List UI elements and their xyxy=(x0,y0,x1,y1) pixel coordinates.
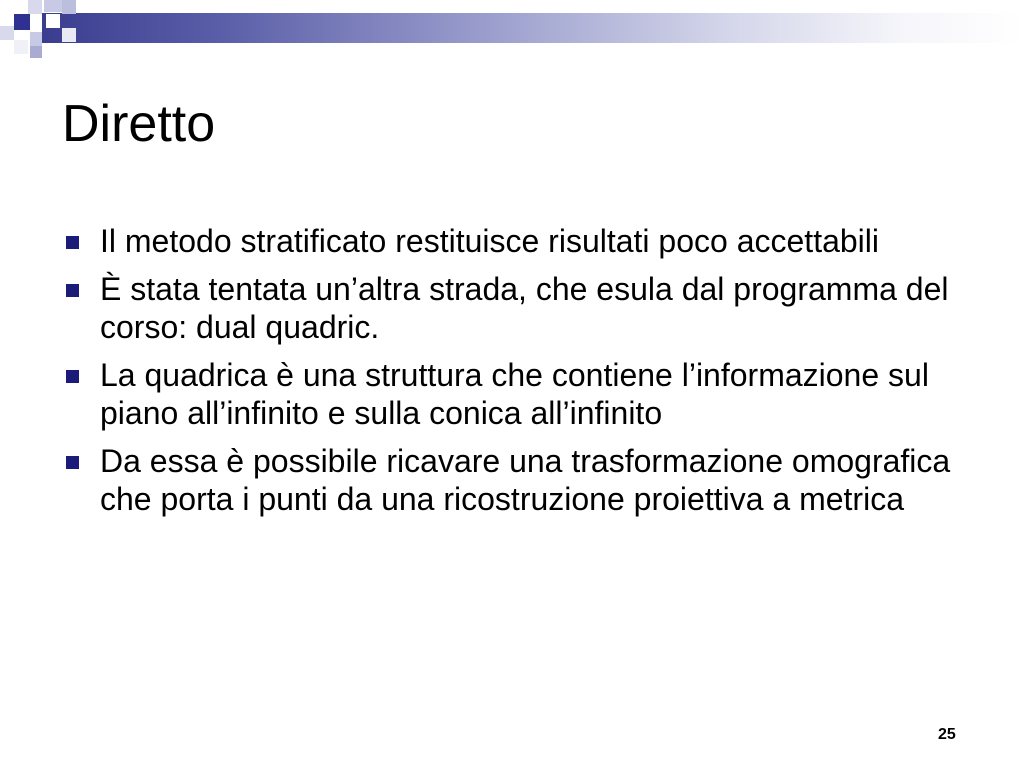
bullet-text: Il metodo stratificato restituisce risultati poco accettabili xyxy=(100,223,879,259)
header-decoration xyxy=(0,0,1024,70)
header-gradient-bar xyxy=(42,13,1024,43)
decorative-square xyxy=(14,14,30,30)
bullet-square-icon xyxy=(66,456,79,469)
bullet-item xyxy=(62,270,962,346)
bullet-text: La quadrica è una struttura che contiene l’informazione sul piano all’infinito e sulla conica all’infinito xyxy=(100,357,929,431)
decorative-square xyxy=(62,28,76,42)
decorative-square xyxy=(62,0,76,14)
bullet-square-icon xyxy=(66,370,79,383)
slide-title: Diretto xyxy=(62,95,216,153)
decorative-square xyxy=(0,26,14,40)
decorative-square xyxy=(46,14,60,28)
bullet-text: Da essa è possibile ricavare una trasformazione omografica che porta i punti da una ricostruzione proiettiva a metrica xyxy=(100,443,951,517)
decorative-square xyxy=(30,46,42,58)
decorative-square xyxy=(28,0,42,14)
bullet-square-icon xyxy=(66,236,79,249)
bullet-item xyxy=(62,442,962,518)
bullet-item xyxy=(62,222,962,260)
bullet-list xyxy=(62,222,962,528)
bullet-item xyxy=(62,356,962,432)
page-number: 25 xyxy=(938,726,956,743)
decorative-square xyxy=(14,40,28,54)
bullet-text: È stata tentata un’altra strada, che esula dal programma del corso: dual quadric. xyxy=(100,271,949,345)
bullet-square-icon xyxy=(66,284,79,297)
decorative-square xyxy=(44,0,62,12)
